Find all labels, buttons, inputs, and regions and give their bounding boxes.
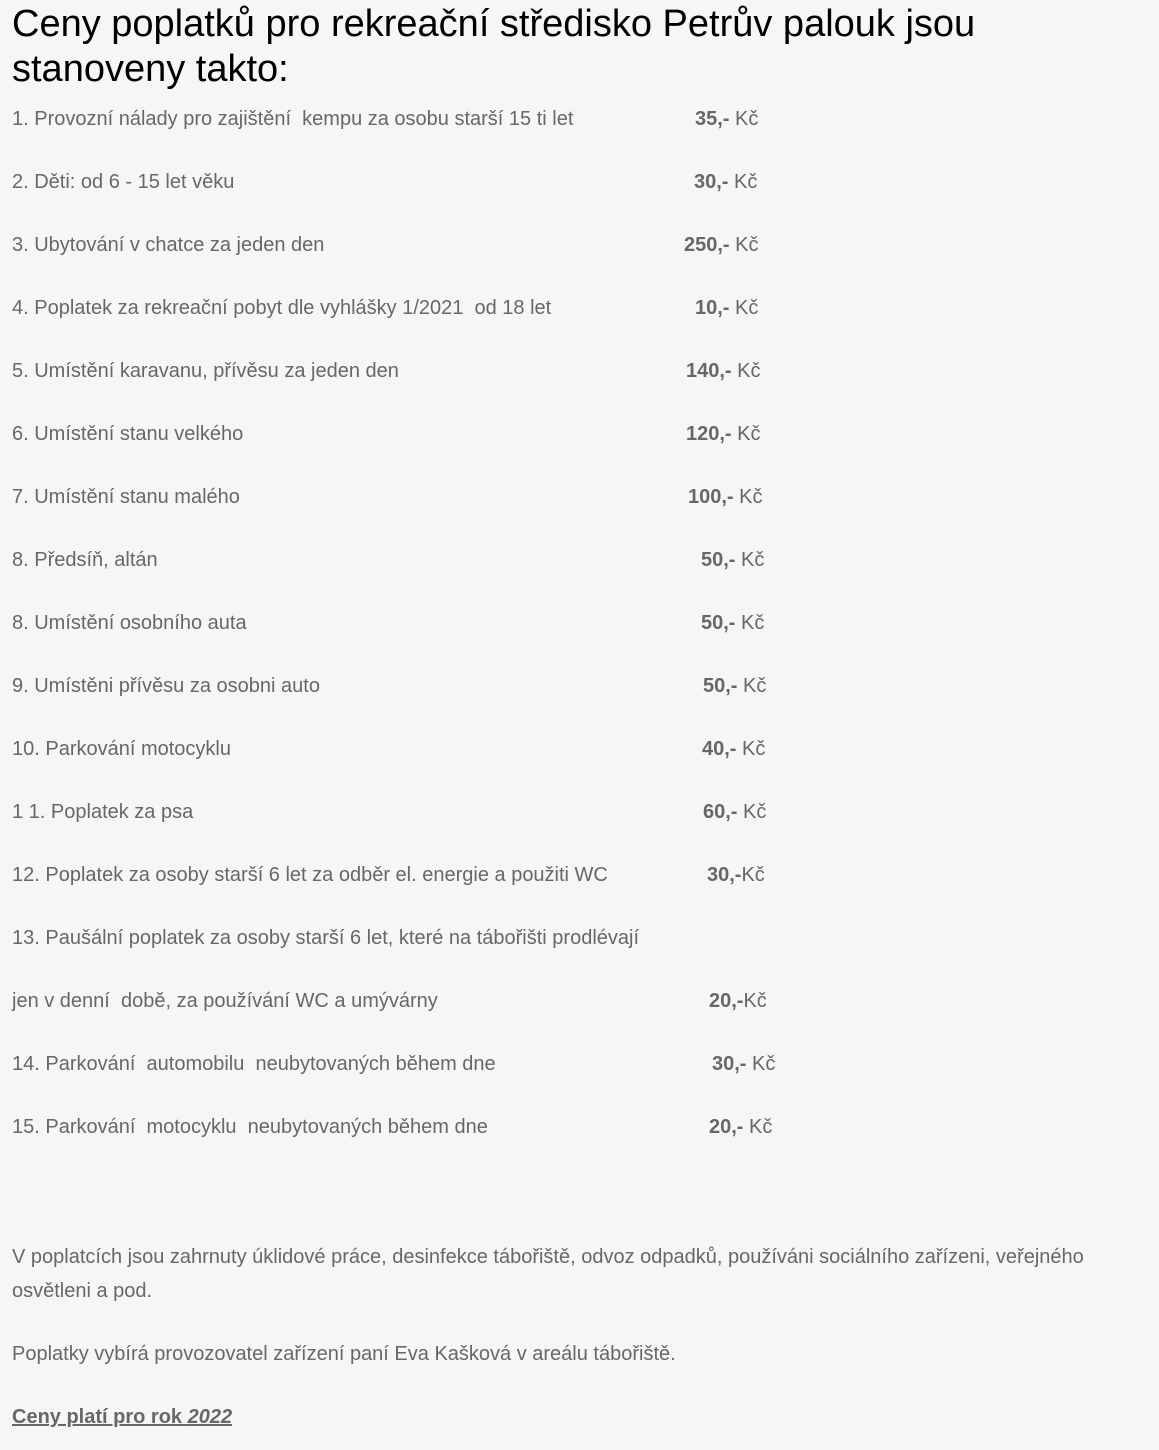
fee-price: [709, 1115, 772, 1139]
fee-label: 3. Ubytování v chatce za jeden den: [12, 234, 325, 256]
fee-amount: 140,-: [686, 360, 732, 382]
fee-price: [694, 170, 757, 194]
fee-currency: Kč: [737, 801, 767, 823]
validity-text: Ceny platí pro rok 2022: [12, 1406, 233, 1428]
fee-row: [12, 548, 812, 572]
fee-price: [695, 296, 758, 320]
fee-amount: 30,-: [694, 171, 729, 193]
fee-currency: Kč: [729, 297, 759, 319]
fee-amount: 35,-: [695, 108, 730, 130]
fee-currency: Kč: [735, 612, 765, 634]
fee-price: [695, 107, 758, 131]
fee-label: 12. Poplatek za osoby starší 6 let za odběr el. energie a použiti WC: [12, 864, 608, 886]
fee-label: jen v denní době, za používání WC a umývárny: [12, 990, 438, 1012]
fee-row: [12, 737, 812, 761]
fee-row: [12, 233, 812, 257]
fee-price: [703, 800, 766, 824]
fee-amount: 30,-: [712, 1053, 747, 1075]
fee-currency: Kč: [731, 423, 761, 445]
fee-price: [701, 548, 764, 572]
fee-row: [12, 989, 812, 1013]
fee-currency: Kč: [728, 171, 758, 193]
fee-amount: 20,-: [709, 1116, 744, 1138]
fee-amount: 50,-: [701, 549, 736, 571]
fee-currency: Kč: [736, 738, 766, 760]
fee-row: [12, 1115, 812, 1139]
fee-row: [12, 800, 812, 824]
fee-currency: Kč: [743, 990, 767, 1012]
fee-currency: Kč: [746, 1053, 776, 1075]
fee-currency: Kč: [735, 549, 765, 571]
fee-amount: 100,-: [688, 486, 734, 508]
fee-label: 10. Parkování motocyklu: [12, 738, 231, 760]
fee-label: 6. Umístění stanu velkého: [12, 423, 244, 445]
fee-price: [688, 485, 763, 509]
fee-amount: 120,-: [686, 423, 732, 445]
fee-amount: 20,-: [709, 990, 744, 1012]
fee-label: 9. Umístěni přívěsu za osobni auto: [12, 675, 320, 697]
validity-year: 2022: [187, 1406, 233, 1428]
fee-label: 8. Předsíň, altán: [12, 549, 158, 571]
fee-amount: 40,-: [702, 738, 737, 760]
fee-amount: 60,-: [703, 801, 738, 823]
fee-price: [712, 1052, 775, 1076]
fee-currency: Kč: [741, 864, 765, 886]
fee-label: 15. Parkování motocyklu neubytovaných během dne: [12, 1116, 488, 1138]
fee-row: [12, 611, 812, 635]
fee-label: 1. Provozní nálady pro zajištění kempu za osobu starší 15 ti let: [12, 108, 574, 130]
fee-currency: Kč: [743, 1116, 773, 1138]
included-services-note: V poplatcích jsou zahrnuty úklidové práce, desinfekce tábořiště, odvoz odpadků, používáni sociálního zařízeni, veřejného osvětleni a pod.: [12, 1246, 1084, 1302]
fee-currency: Kč: [731, 360, 761, 382]
fee-currency: Kč: [729, 234, 759, 256]
fee-label: 7. Umístění stanu malého: [12, 486, 240, 508]
fee-price: [701, 611, 764, 635]
fee-row: [12, 674, 812, 698]
fee-collector-note: Poplatky vybírá provozovatel zařízení paní Eva Kašková v areálu tábořiště.: [12, 1343, 676, 1365]
fee-price: [686, 359, 761, 383]
fee-amount: 30,-: [707, 864, 742, 886]
fee-amount: 250,-: [684, 234, 730, 256]
fee-row: [12, 359, 812, 383]
fee-label: 4. Poplatek za rekreační pobyt dle vyhlášky 1/2021 od 18 let: [12, 297, 552, 319]
validity-note: [12, 1400, 1152, 1434]
fee-amount: 10,-: [695, 297, 730, 319]
fee-price: [702, 737, 765, 761]
fee-row: [12, 485, 812, 509]
fee-label: 2. Děti: od 6 - 15 let věku: [12, 171, 235, 193]
fee-row: [12, 863, 812, 887]
fee-row: [12, 926, 812, 950]
notes-section: [12, 1240, 1152, 1434]
fee-currency: Kč: [737, 675, 767, 697]
fee-label: 13. Paušální poplatek za osoby starší 6 let, které na tábořišti prodlévají: [12, 927, 640, 949]
fee-price: [703, 674, 766, 698]
fee-label: 14. Parkování automobilu neubytovaných během dne: [12, 1053, 496, 1075]
fee-price: [684, 233, 759, 257]
fee-currency: Kč: [733, 486, 763, 508]
fee-price: [709, 989, 767, 1013]
fee-currency: Kč: [729, 108, 759, 130]
fee-amount: 50,-: [701, 612, 736, 634]
fee-row: [12, 107, 812, 131]
price-list-page: [12, 0, 1152, 1138]
fee-row: [12, 170, 812, 194]
page-title: Ceny poplatků pro rekreační středisko Petrův palouk jsou stanoveny takto:: [12, 3, 976, 90]
fee-amount: 50,-: [703, 675, 738, 697]
fee-label: 8. Umístění osobního auta: [12, 612, 247, 634]
fee-price: [686, 422, 761, 446]
fee-label: 5. Umístění karavanu, přívěsu za jeden den: [12, 360, 399, 382]
fee-label: 1 1. Poplatek za psa: [12, 801, 194, 823]
fee-row: [12, 1052, 812, 1076]
fee-price: [707, 863, 765, 887]
fee-row: [12, 422, 812, 446]
fee-row: [12, 296, 812, 320]
